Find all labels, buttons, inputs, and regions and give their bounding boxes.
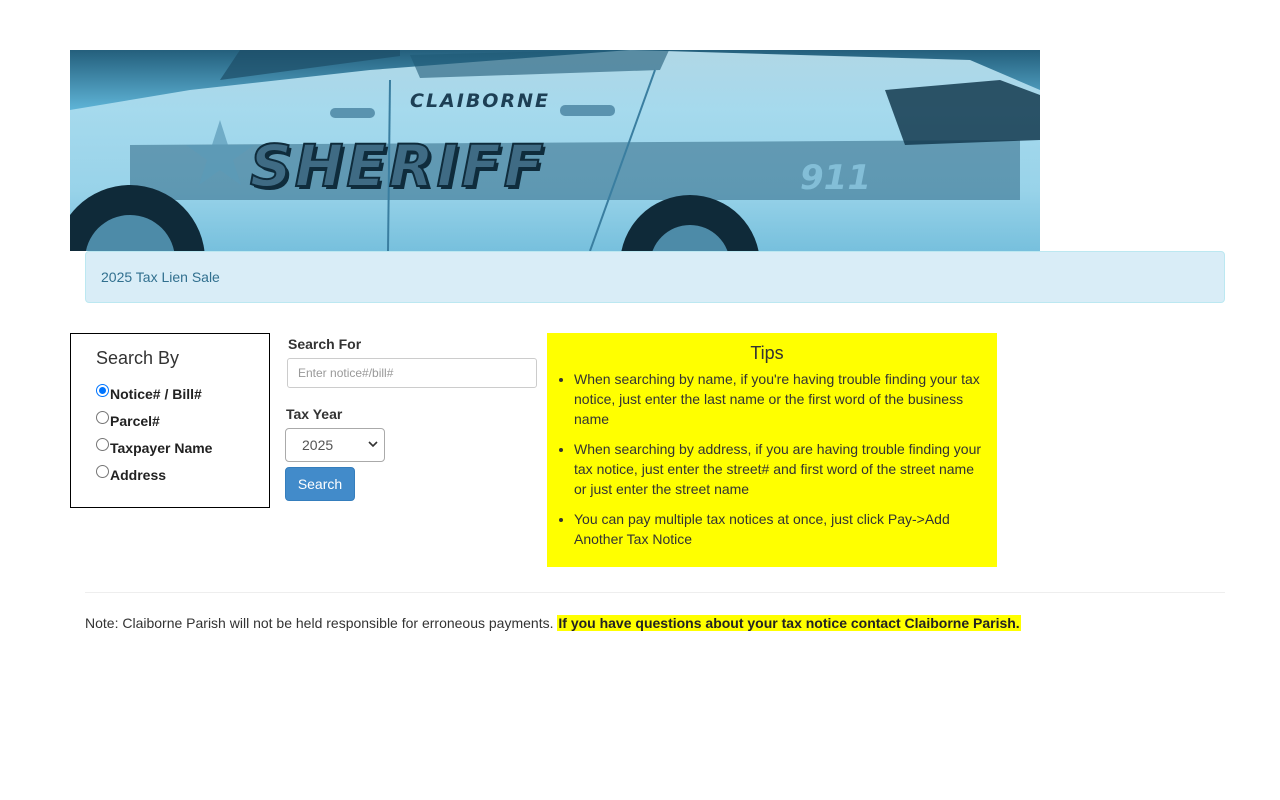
tips-heading: Tips [750, 343, 784, 363]
banner-sheriff-text: SHERIFF [250, 132, 547, 200]
tax-year-selected-value: 2025 [302, 437, 334, 453]
search-for-input[interactable] [287, 358, 537, 388]
tax-year-select[interactable] [285, 428, 385, 462]
divider [85, 592, 1225, 593]
search-for-placeholder: Enter notice#/bill# [298, 366, 394, 380]
tax-year-label: Tax Year [286, 406, 343, 422]
search-by-panel [70, 333, 270, 508]
disclaimer-note [85, 615, 1021, 631]
chevron-down-icon [368, 439, 378, 449]
search-button[interactable]: Search [285, 467, 355, 501]
banner-claiborne-text: CLAIBORNE [410, 90, 550, 112]
search-by-option-taxpayer-name[interactable] [96, 434, 269, 461]
tips-list [547, 369, 987, 549]
tip-item: • When searching by name, if you're having trouble finding your tax notice, just enter the last name or the first word of the business name [574, 369, 987, 429]
parcel-radio-label: Parcel# [110, 412, 160, 429]
taxpayer-name-radio[interactable] [96, 438, 109, 451]
search-by-heading: Search By [96, 348, 180, 368]
tax-lien-sale-link[interactable]: 2025 Tax Lien Sale [101, 269, 220, 285]
search-by-option-address[interactable] [96, 461, 269, 488]
tip-item: • When searching by address, if you are having trouble finding your tax notice, just enter the street# and first word of the street name or just enter the street name [574, 439, 987, 499]
sheriff-car-graphic [70, 50, 1040, 251]
notice-radio-label: Notice# / Bill# [110, 385, 202, 402]
notice-radio[interactable] [96, 384, 109, 397]
search-by-option-parcel[interactable] [96, 407, 269, 434]
disclaimer-text: Note: Claiborne Parish will not be held responsible for erroneous payments. [85, 615, 554, 631]
search-for-label: Search For [288, 336, 362, 352]
parcel-radio[interactable] [96, 411, 109, 424]
tip-item: • You can pay multiple tax notices at once, just click Pay->Add Another Tax Notice [574, 509, 987, 549]
taxpayer-name-radio-label: Taxpayer Name [110, 439, 213, 456]
tax-lien-sale-alert [85, 251, 1225, 303]
sheriff-banner-image [70, 50, 1040, 251]
address-radio-label: Address [110, 466, 167, 483]
banner-911-text: 911 [800, 158, 871, 198]
address-radio[interactable] [96, 465, 109, 478]
search-by-option-notice[interactable] [96, 380, 269, 407]
disclaimer-highlight: If you have questions about your tax notice contact Claiborne Parish. [558, 615, 1020, 631]
tips-panel [547, 333, 997, 567]
